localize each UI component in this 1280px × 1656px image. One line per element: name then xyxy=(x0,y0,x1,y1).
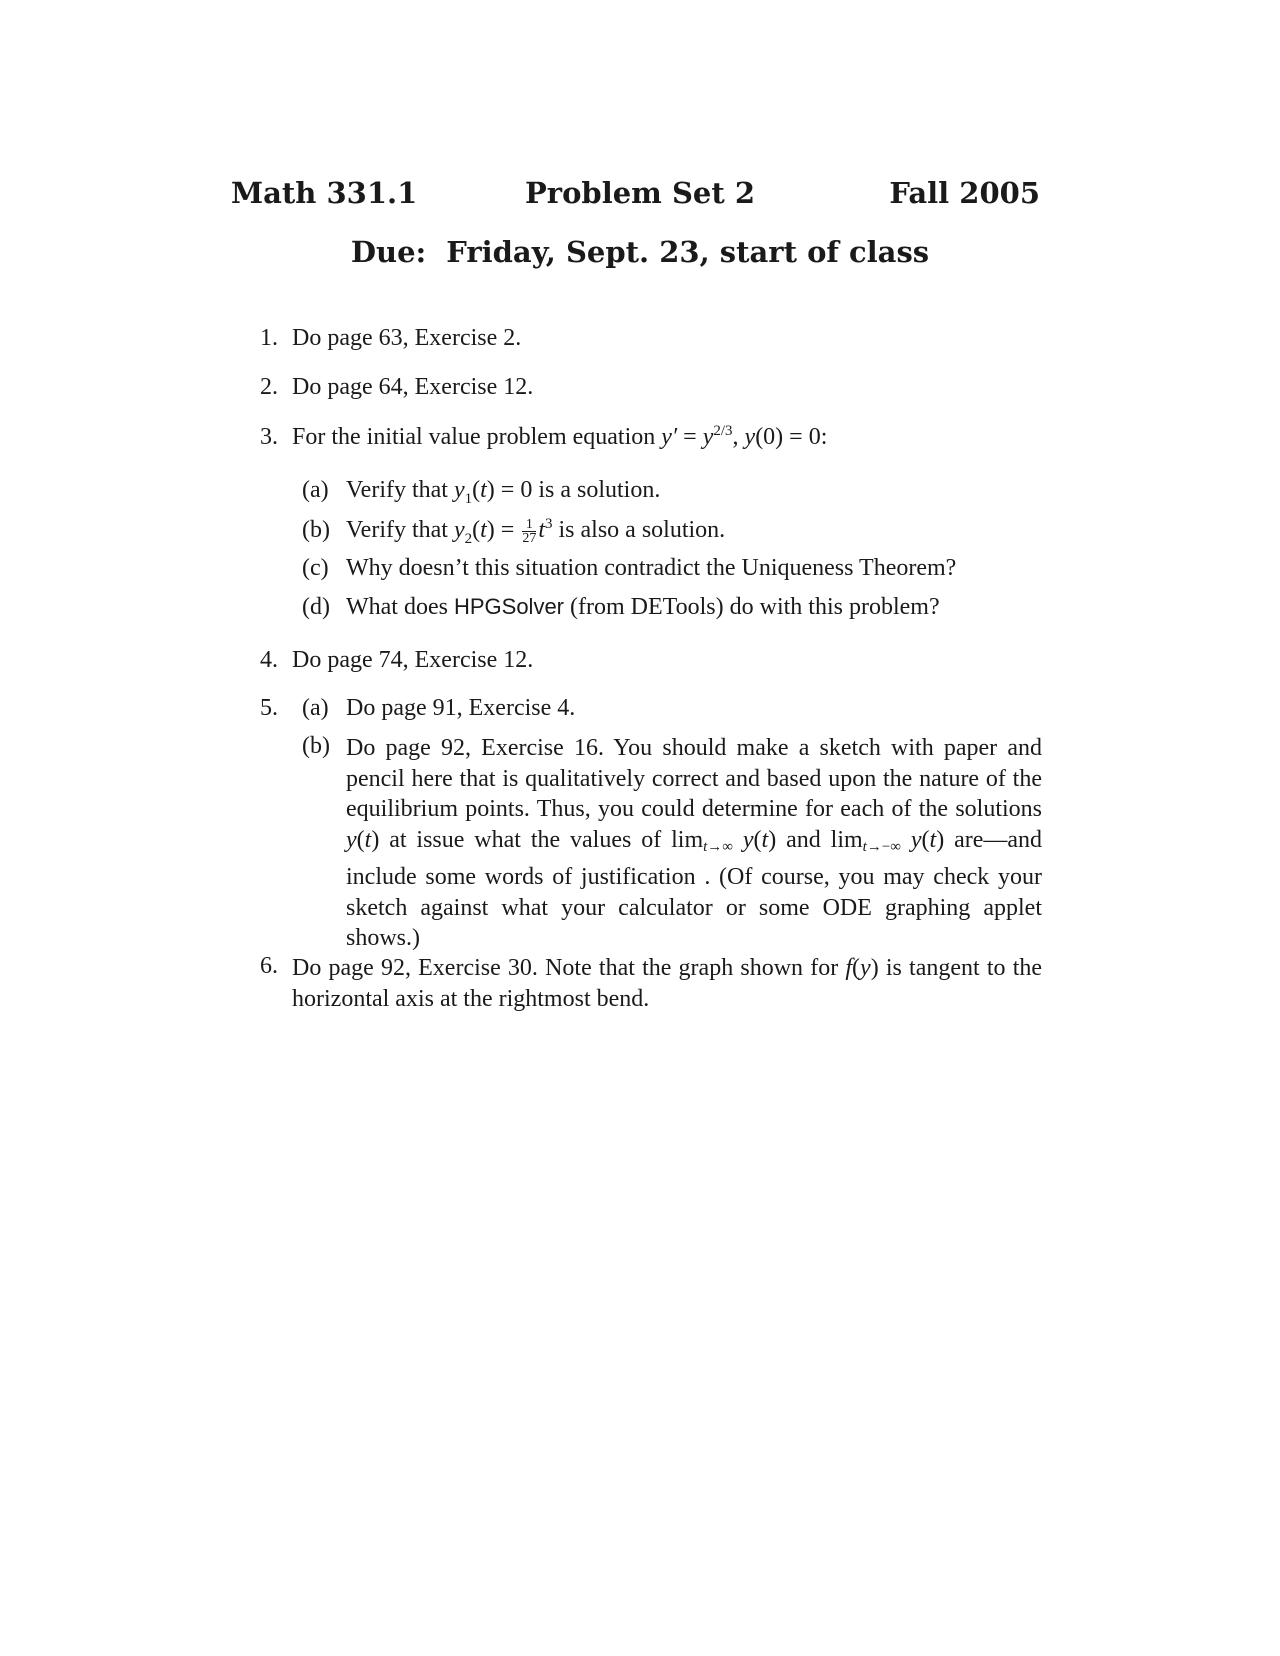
problem-3b xyxy=(302,516,725,548)
problem-6-text xyxy=(292,953,1042,1014)
para-part: Do page 92, Exercise 30. Note that the graph shown for xyxy=(292,955,839,981)
problem-text: Do page 74, Exercise 12. xyxy=(292,647,534,673)
sub-label: (b) xyxy=(302,517,330,543)
sub-label: (c) xyxy=(302,555,329,581)
due-label: Due: xyxy=(350,235,427,269)
sub-text-pre: Verify that xyxy=(346,517,448,543)
para-part: Do page 92, Exercise 16. You should make a sketch with paper and pencil here that is qualitatively correct and based upon the nature of the equilibrium points. Thus, you could determine for each of the solutions xyxy=(346,735,1042,822)
problem-number: 3. xyxy=(260,424,278,450)
math-f-of-y: f(y) xyxy=(845,955,879,981)
problem-5 xyxy=(260,695,292,722)
problem-1 xyxy=(260,325,521,352)
sub-text-post: is also a solution. xyxy=(558,517,726,543)
problem-3d xyxy=(302,594,940,621)
sub-label: (a) xyxy=(302,477,329,503)
solution-y1: $y_1(t) = 0$ xyxy=(453,477,533,507)
due-text: Friday, Sept. 23, start of class xyxy=(446,235,930,269)
problem-3 xyxy=(260,423,827,451)
problem-text: Do page 64, Exercise 12. xyxy=(292,374,534,400)
tool-name: HPGSolver xyxy=(453,594,565,619)
solution-y2: $y_2(t)$ = $\frac{1}{27}$ $t^3$ xyxy=(453,516,553,547)
para-part: is tangent to the horizontal axis at the rightmost bend. xyxy=(292,955,1043,1012)
course-name: Math 331.1 xyxy=(231,176,418,210)
problem-5a xyxy=(302,695,575,722)
sub-text-post: (from DETools) do with this problem? xyxy=(570,594,940,620)
problem-2 xyxy=(260,374,533,401)
term-label: Fall 2005 xyxy=(889,176,1040,210)
math-limit-plus-infinity: limt→∞ y(t) xyxy=(671,826,777,855)
problem-6 xyxy=(260,953,292,980)
problem-number: 1. xyxy=(260,325,278,351)
problem-5b-label xyxy=(302,733,346,760)
para-part: are—and include some words of justification . (Of course, you may check your sketch against what your calculator or some ODE graphing applet shows.) xyxy=(346,826,1043,951)
sub-text: Do page 91, Exercise 4. xyxy=(346,695,576,721)
sub-text-pre: What does xyxy=(346,594,448,620)
problem-number: 2. xyxy=(260,374,278,400)
sub-label: (b) xyxy=(302,733,330,759)
math-y-of-t: y(t) xyxy=(346,826,380,853)
due-date-line xyxy=(0,235,1280,269)
sub-text-pre: Verify that xyxy=(346,477,448,503)
para-part: and xyxy=(786,826,821,853)
ode-equation: $y' = y^{2/3}$, y(0) = 0: xyxy=(661,423,828,450)
problem-3a xyxy=(302,477,660,508)
sub-label: (a) xyxy=(302,695,329,721)
sub-text-post: is a solution. xyxy=(538,477,661,503)
problem-3c xyxy=(302,555,956,582)
math-limit-minus-infinity: limt→−∞ y(t) xyxy=(830,826,945,855)
problem-number: 4. xyxy=(260,647,278,673)
sub-label: (d) xyxy=(302,594,330,620)
problem-number: 6. xyxy=(260,953,278,979)
para-part: at issue what the values of xyxy=(389,826,662,853)
document-title: Problem Set 2 xyxy=(524,176,756,210)
problem-4 xyxy=(260,647,533,674)
problem-text: Do page 63, Exercise 2. xyxy=(292,325,522,351)
problem-5b-text xyxy=(346,733,1042,954)
sub-text: Why doesn’t this situation contradict the Uniqueness Theorem? xyxy=(346,555,957,581)
problem-intro: For the initial value problem equation xyxy=(292,424,656,450)
problem-number: 5. xyxy=(260,695,278,721)
